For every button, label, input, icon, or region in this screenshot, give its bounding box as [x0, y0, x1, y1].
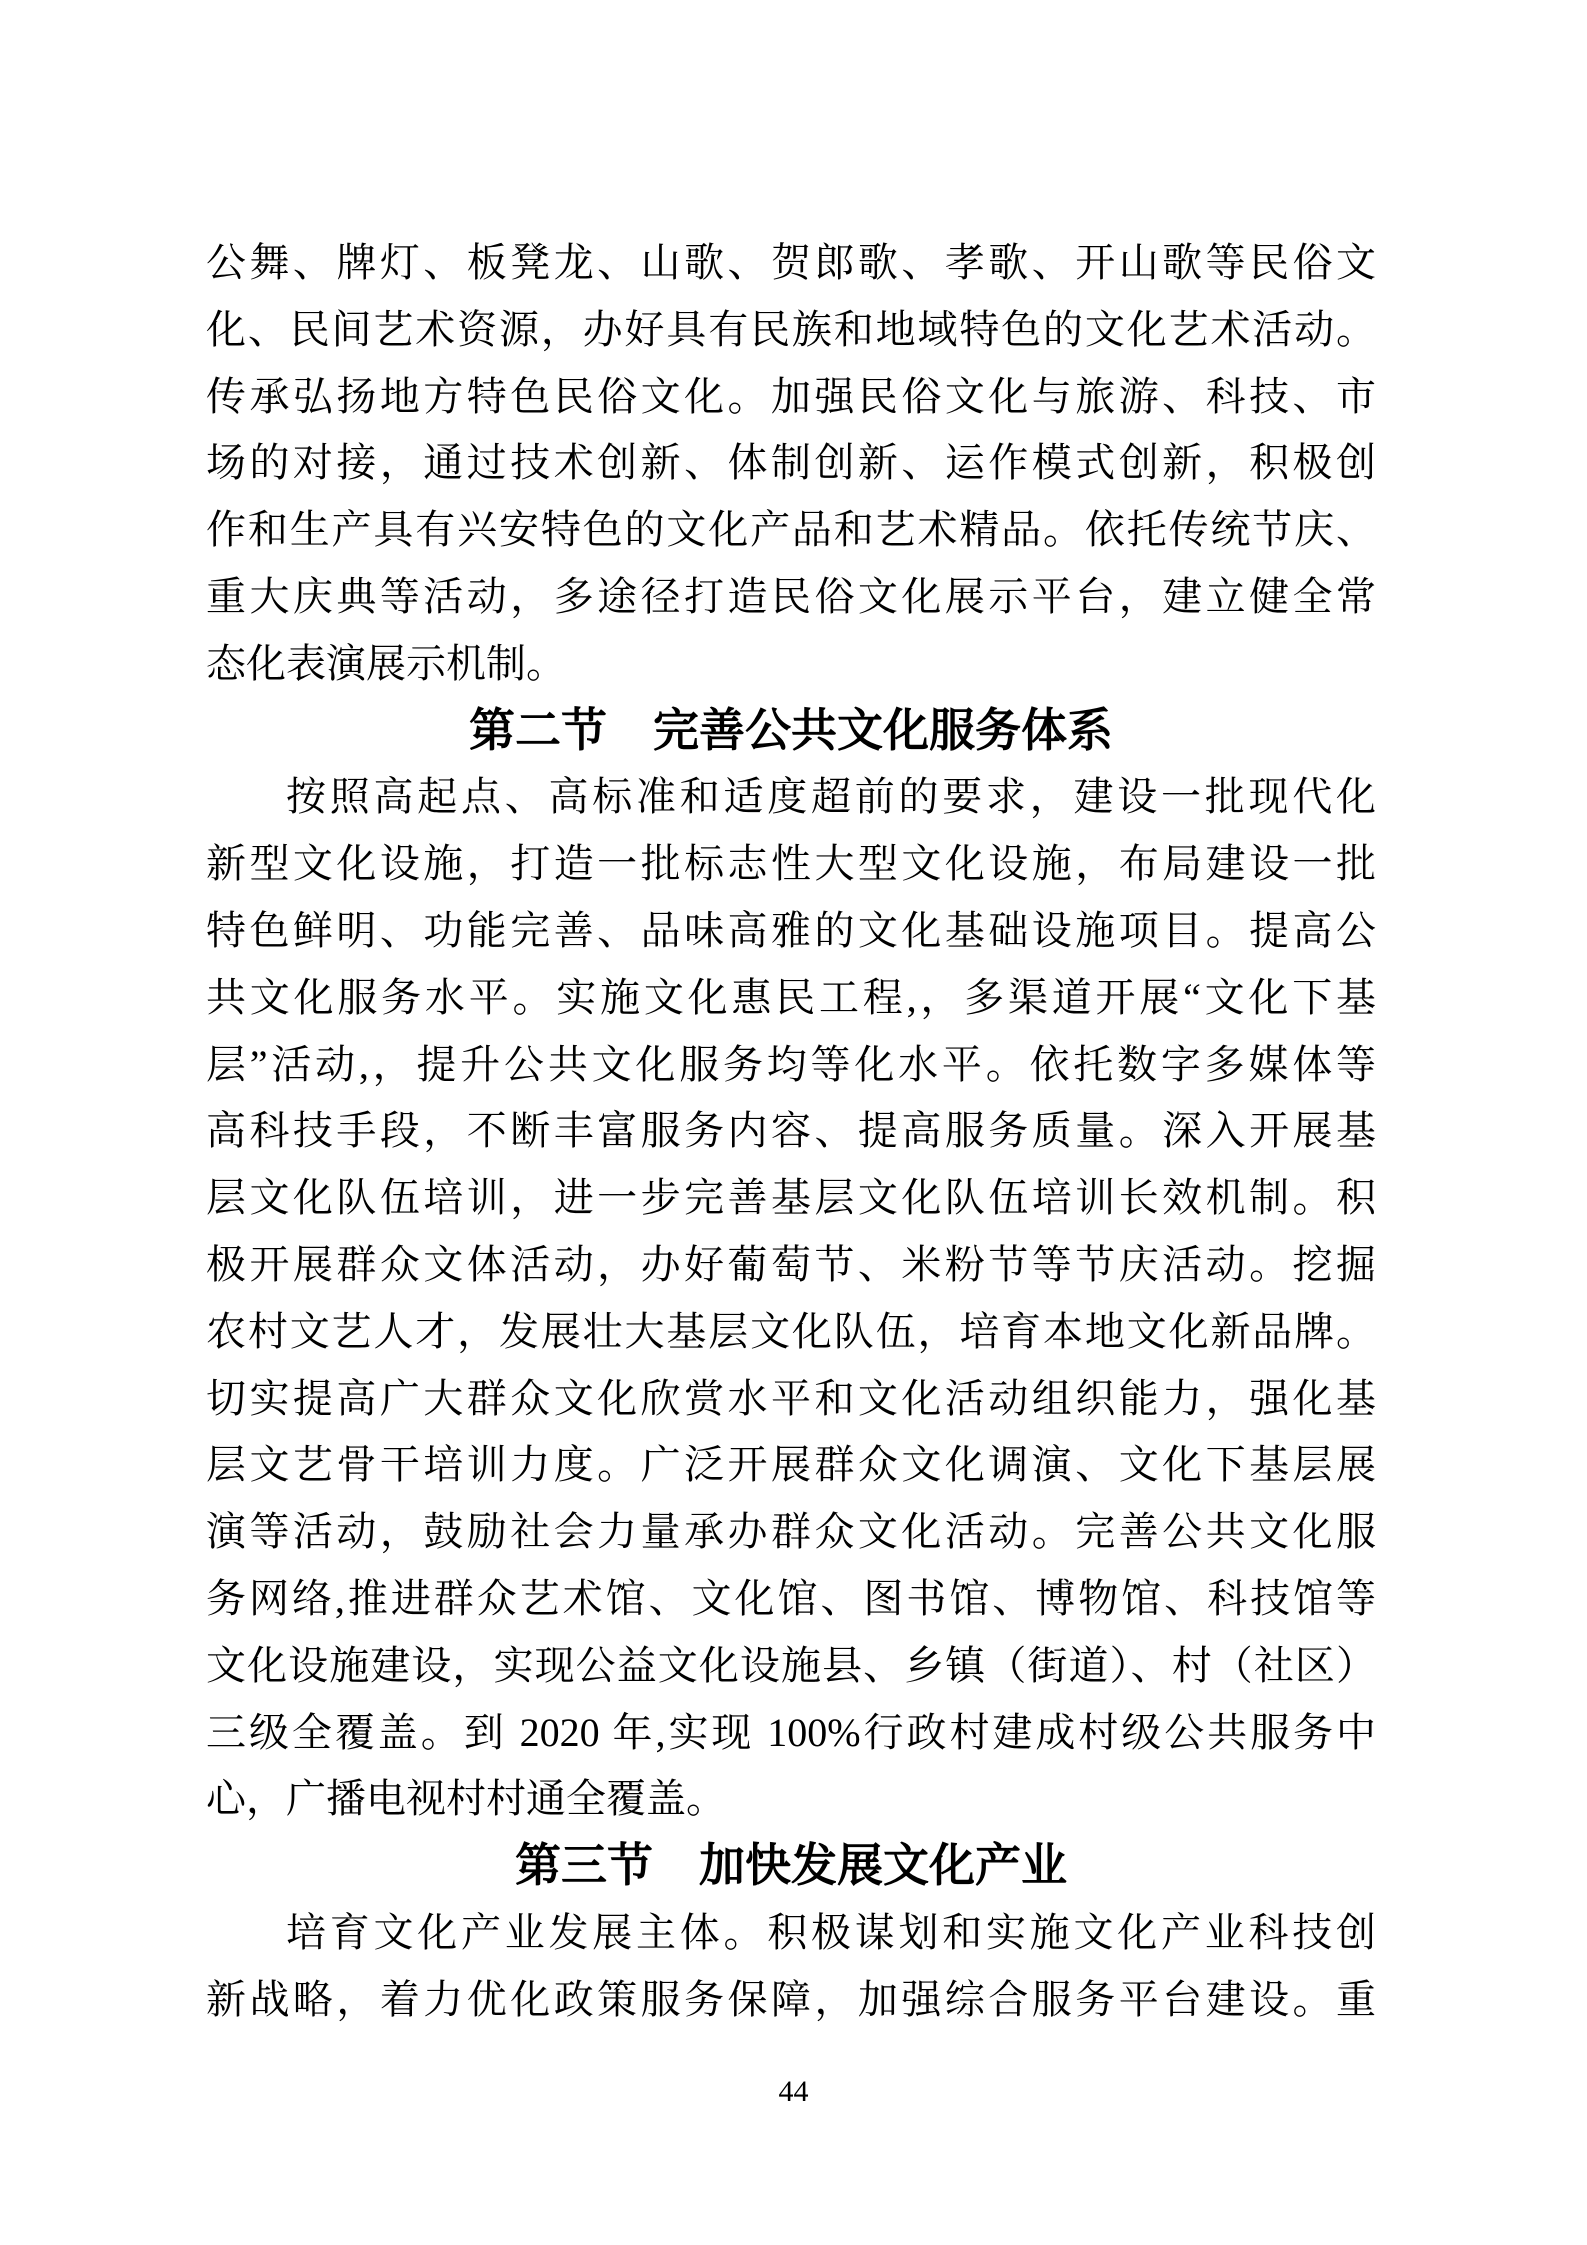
text-line: 特色鲜明、功能完善、品味高雅的文化基础设施项目。提高公 — [206, 907, 1376, 953]
text-line: 场的对接，通过技术创新、体制创新、运作模式创新，积极创 — [206, 440, 1376, 486]
text-line: 极开展群众文体活动，办好葡萄节、米粉节等节庆活动。挖掘 — [206, 1241, 1376, 1287]
text-line: 切实提高广大群众文化欣赏水平和文化活动组织能力，强化基 — [206, 1375, 1376, 1421]
section-heading-2: 第二节 完善公共文化服务体系 — [469, 704, 1113, 756]
text-line: 务网络,推进群众艺术馆、文化馆、图书馆、博物馆、科技馆等 — [206, 1575, 1376, 1621]
text-line: 传承弘扬地方特色民俗文化。加强民俗文化与旅游、科技、市 — [206, 373, 1376, 419]
page-number: 44 — [778, 2075, 809, 2108]
text-line: 新战略，着力优化政策服务保障，加强综合服务平台建设。重 — [206, 1976, 1376, 2022]
text-line: 共文化服务水平。实施文化惠民工程,，多渠道开展“文化下基 — [206, 974, 1376, 1020]
text-block — [206, 230, 1376, 2034]
text-line: 高科技手段，不断丰富服务内容、提高服务质量。深入开展基 — [206, 1108, 1376, 1154]
text-line: 心，广播电视村村通全覆盖。 — [206, 1776, 726, 1822]
text-line: 文化设施建设，实现公益文化设施县、乡镇（街道）、村（社区） — [206, 1642, 1376, 1688]
text-line: 化、民间艺术资源，办好具有民族和地域特色的文化艺术活动。 — [206, 306, 1376, 352]
text-line: 层文艺骨干培训力度。广泛开展群众文化调演、文化下基层展 — [206, 1442, 1376, 1488]
text-line: 层文化队伍培训，进一步完善基层文化队伍培训长效机制。积 — [206, 1175, 1376, 1221]
text-line: 作和生产具有兴安特色的文化产品和艺术精品。依托传统节庆、 — [206, 507, 1376, 553]
text-line: 三级全覆盖。到 2020 年,实现 100%行政村建成村级公共服务中 — [206, 1709, 1376, 1755]
section-heading-3: 第三节 加快发展文化产业 — [515, 1840, 1067, 1892]
text-line: 层”活动,，提升公共文化服务均等化水平。依托数字多媒体等 — [206, 1041, 1376, 1087]
text-line: 农村文艺人才，发展壮大基层文化队伍，培育本地文化新品牌。 — [206, 1308, 1376, 1354]
text-line: 新型文化设施，打造一批标志性大型文化设施，布局建设一批 — [206, 841, 1376, 887]
text-line: 重大庆典等活动，多途径打造民俗文化展示平台，建立健全常 — [206, 573, 1376, 619]
text-line: 态化表演展示机制。 — [206, 640, 566, 686]
text-line: 公舞、牌灯、板凳龙、山歌、贺郎歌、孝歌、开山歌等民俗文 — [206, 240, 1376, 285]
text-line: 按照高起点、高标准和适度超前的要求，建设一批现代化 — [286, 774, 1376, 820]
text-line: 演等活动，鼓励社会力量承办群众文化活动。完善公共文化服 — [206, 1509, 1376, 1555]
text-line: 培育文化产业发展主体。积极谋划和实施文化产业科技创 — [286, 1909, 1376, 1955]
